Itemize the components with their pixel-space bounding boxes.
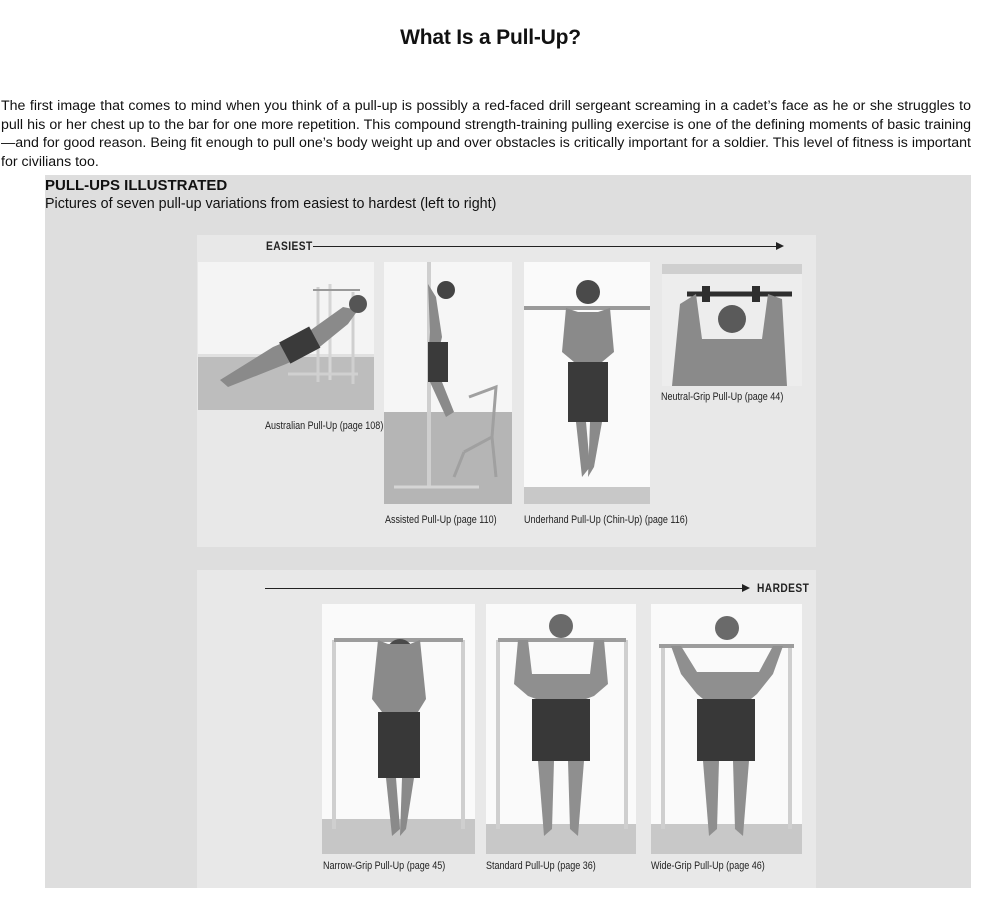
easiest-label: EASIEST	[266, 239, 313, 253]
australian-pullup-photo	[198, 262, 374, 410]
caption-standard: Standard Pull-Up (page 36)	[486, 860, 596, 872]
easiest-arrow-head-icon	[776, 242, 784, 250]
caption-neutral-grip: Neutral-Grip Pull-Up (page 44)	[661, 391, 784, 403]
wide-grip-pullup-photo	[651, 604, 802, 854]
caption-narrow-grip: Narrow-Grip Pull-Up (page 45)	[323, 860, 446, 872]
figure-title: PULL-UPS ILLUSTRATED	[45, 177, 228, 194]
underhand-pullup-photo	[524, 262, 650, 504]
neutral-grip-pullup-photo	[662, 264, 802, 386]
hardest-label: HARDEST	[757, 581, 810, 595]
figure-subtitle: Pictures of seven pull-up variations from easiest to hardest (left to right)	[45, 196, 497, 212]
narrow-grip-pullup-photo	[322, 604, 475, 854]
caption-australian: Australian Pull-Up (page 108)	[265, 420, 384, 432]
hardest-arrow-line	[265, 588, 743, 589]
standard-pullup-photo	[486, 604, 636, 854]
caption-wide-grip: Wide-Grip Pull-Up (page 46)	[651, 860, 765, 872]
assisted-pullup-photo	[384, 262, 512, 504]
easiest-arrow-line	[313, 246, 777, 247]
pullups-figure	[45, 175, 971, 888]
page-title: What Is a Pull-Up?	[400, 26, 581, 49]
hardest-arrow-head-icon	[742, 584, 750, 592]
caption-underhand: Underhand Pull-Up (Chin-Up) (page 116)	[524, 514, 688, 526]
intro-paragraph: The first image that comes to mind when you think of a pull-up is possibly a red-faced drill sergeant screaming in a cadet’s face as he or she struggles to pull his or her chest up to the bar for one more repetition. This compound strength-training pulling exercise is one of the defining moments of basic training—and for good reason. Being fit enough to pull one’s body weight up and over obstacles is critically important for a soldier. This level of fitness is important for civilians too.	[1, 98, 971, 170]
caption-assisted: Assisted Pull-Up (page 110)	[385, 514, 497, 526]
